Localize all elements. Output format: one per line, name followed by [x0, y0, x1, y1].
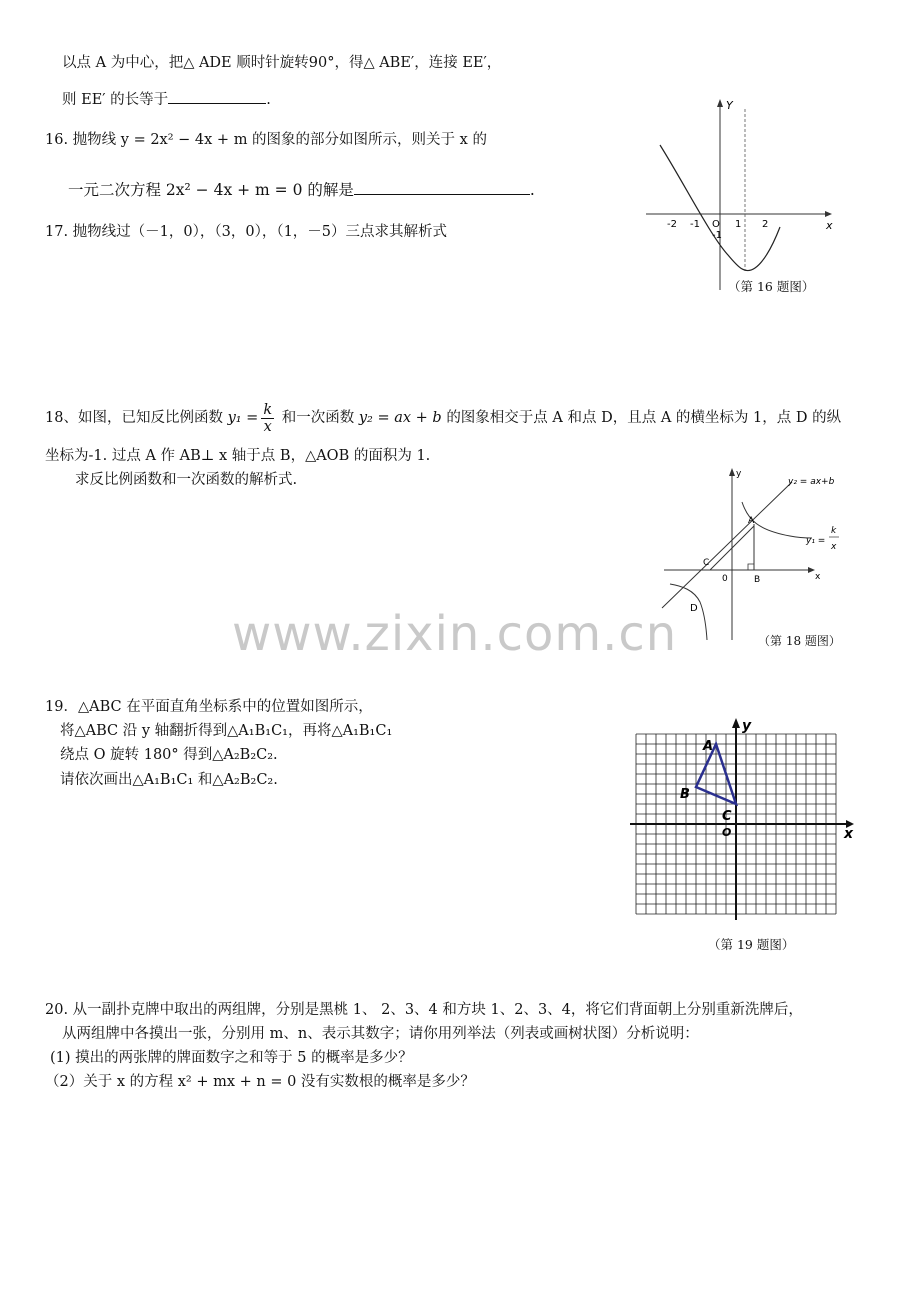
q18-point-b: B — [754, 575, 761, 585]
q18-line1-a: 18、如图，已知反比例函数 — [45, 410, 223, 426]
q15-line2-text: 则 EE′ 的长等于 — [62, 92, 169, 108]
q19-line3: 绕点 O 旋转 180° 得到△A₂B₂C₂. — [60, 747, 278, 763]
q18-curve-label-den: x — [831, 542, 837, 552]
q18-functions-figure — [650, 462, 850, 642]
q20-line3: (1) 摸出的两张牌的牌面数字之和等于 5 的概率是多少？ — [50, 1050, 413, 1066]
q15-answer-blank[interactable] — [168, 89, 266, 104]
q18-line-y2 — [662, 482, 792, 608]
q19-caption: （第 19 题图） — [708, 937, 795, 952]
q16-tick-1: 1 — [735, 219, 742, 230]
q18-x-arrow — [808, 567, 815, 573]
q18-origin-label: 0 — [722, 574, 728, 584]
q15-line2 — [62, 89, 271, 110]
q16-tick-neg2: -2 — [667, 219, 677, 230]
q16-origin-label: O — [712, 219, 720, 230]
q19-grid-figure — [622, 712, 862, 927]
q18-y-arrow — [729, 468, 735, 476]
q16-tick-y-neg1: -1 — [712, 230, 722, 241]
q18-point-c: C — [703, 558, 710, 568]
q19-point-b: B — [680, 787, 690, 802]
q16-caption: （第 16 题图） — [728, 279, 815, 294]
q18-k-over-x-fraction — [261, 402, 274, 435]
watermark: www.zixin.com.cn — [232, 606, 678, 662]
q18-line3: 求反比例函数和一次函数的解析式. — [75, 472, 298, 488]
q18-y-label: y — [736, 469, 742, 479]
q20-line2: 从两组牌中各摸出一张，分别用 m、n、表示其数字；请你用列举法（列表或画树状图）分析说明： — [62, 1026, 699, 1042]
q18-line1-c: 的图象相交于点 A 和点 D，且点 A 的横坐标为 1，点 D 的纵 — [446, 410, 842, 426]
q19-line2: 将△ABC 沿 y 轴翻折得到△A₁B₁C₁，再将△A₁B₁C₁ — [60, 723, 393, 739]
q16-line1: 16. 抛物线 y = 2x² − 4x + m 的图象的部分如图所示，则关于 x 的 — [45, 132, 487, 148]
q18-point-d: D — [690, 603, 698, 614]
q19-y-label: y — [742, 718, 752, 734]
q18-y2-label: y₂ = ax + b — [358, 410, 442, 426]
q18-curve-label: y₁ = — [806, 536, 826, 546]
q16-y-arrow — [717, 99, 723, 107]
q18-frac-num: k — [263, 401, 273, 418]
q16-line2-end: . — [529, 181, 535, 199]
q16-tick-neg1: -1 — [690, 219, 700, 230]
q19-origin-label: O — [722, 826, 732, 839]
q20-line4: （2）关于 x 的方程 x² + mx + n = 0 没有实数根的概率是多少？ — [45, 1074, 475, 1090]
q18-caption: （第 18 题图） — [758, 634, 841, 648]
q16-tick-2: 2 — [762, 219, 769, 230]
q16-line2-text: 一元二次方程 2x² − 4x + m = 0 的解是 — [68, 181, 354, 199]
q19-point-c: C — [722, 809, 732, 824]
q19-line1: 19．△ABC 在平面直角坐标系中的位置如图所示， — [45, 699, 373, 715]
q17-line1: 17. 抛物线过（－1，0），（3，0），（1，－5）三点求其解析式 — [45, 224, 448, 240]
q18-x-label: x — [815, 572, 821, 582]
q16-answer-blank[interactable] — [354, 180, 530, 195]
q18-line1-b: 和一次函数 — [281, 410, 355, 426]
q18-line1 — [45, 400, 841, 436]
q19-y-arrow — [732, 718, 740, 728]
q18-right-angle-mark — [748, 564, 754, 570]
q16-x-arrow — [825, 211, 832, 217]
q19-line4: 请依次画出△A₁B₁C₁ 和△A₂B₂C₂. — [60, 772, 278, 788]
q19-point-a: A — [703, 739, 714, 754]
q18-line2: 坐标为-1. 过点 A 作 AB⊥ x 轴于点 B，△AOB 的面积为 1. — [45, 448, 431, 464]
q15-line1: 以点 A 为中心，把△ ADE 顺时针旋转90°，得△ ABE′，连接 EE′， — [62, 55, 502, 71]
q18-y1-label: y₁ = — [227, 410, 259, 426]
q18-point-a: A — [748, 516, 755, 526]
q16-line2 — [68, 180, 535, 200]
q18-frac-den: x — [263, 418, 272, 435]
q16-y-label: Y — [726, 99, 733, 112]
q20-line1: 20. 从一副扑克牌中取出的两组牌，分别是黑桃 1、 2、3、4 和方块 1、2、3、4，将它们背面朝上分别重新洗牌后， — [45, 1002, 803, 1018]
q18-curve-label-num: k — [831, 526, 837, 536]
q18-line-label: y₂ = ax+b — [788, 477, 835, 487]
q16-x-label: x — [826, 219, 833, 232]
q16-parabola-figure — [640, 95, 840, 305]
q19-x-label: x — [844, 826, 854, 842]
q15-line2-end: . — [266, 92, 271, 108]
